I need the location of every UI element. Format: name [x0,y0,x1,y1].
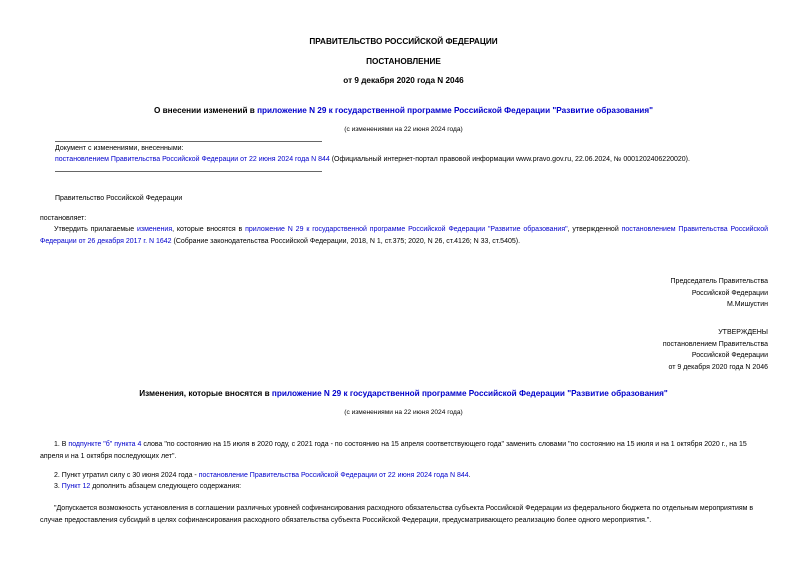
changes-revision-note: (с изменениями на 22 июня 2024 года) [344,409,463,416]
appendix-29-link-2[interactable]: приложение N 29 к государственной программе Российской Федерации "Развитие образования" [245,226,568,233]
approval-text-4: (Собрание законодательства Российской Федерации, 2018, N 1, ст.375; 2020, N 26, ст.4126; N 33, ст.5405). [171,237,521,245]
changes-box-bottom-rule [55,171,322,172]
signature-position: Председатель Правительства [670,278,768,285]
item-1 [40,439,768,462]
signature-block [671,276,768,311]
changes-box-source: (Официальный интернет-портал правовой информации www.pravo.gov.ru, 22.06.2024, № 0001202406220020). [329,156,690,163]
document-title [0,106,807,115]
changes-link[interactable]: изменения [136,226,173,233]
item-3-text-b: дополнить абзацем следующего содержания: [90,483,242,490]
revision-note: (с изменениями на 22 июня 2024 года) [344,126,463,133]
approved-by: постановлением Правительства [662,340,768,348]
item-2-text-a: 2. Пункт утратил силу с 30 июня 2024 года - [54,472,199,479]
amending-decree-link[interactable]: постановлением Правительства Российской Федерации от 22 июня 2024 года N 844 [55,156,330,163]
approval-text-2: , которые вносятся в [172,226,246,233]
decree-1642-link[interactable]: постановлением Правительства Российской Федерации от 26 декабря 2017 г. N 1642 [40,226,768,245]
changes-box-reference [55,156,775,163]
document-type-heading: ПОСТАНОВЛЕНИЕ [366,57,441,66]
signature-country: Российской Федерации [691,289,768,297]
government-label: Правительство Российской Федерации [55,195,183,202]
changes-title-prefix: Изменения, которые вносятся в [139,389,272,398]
approval-stamp-block [663,327,768,373]
item-3 [54,481,768,493]
government-heading: ПРАВИТЕЛЬСТВО РОССИЙСКОЙ ФЕДЕРАЦИИ [309,37,498,46]
approval-text-1: Утвердить прилагаемые [54,226,137,233]
paragraph-12-link[interactable]: Пункт 12 [61,483,91,490]
added-paragraph-quote: "Допускается возможность установления в соглашении различных уровней софинансирования расходного обязательства субъекта Российской Федерации из федерального бюджета по отдельным мероприятиям в случае предоставления субсидий в целях софинансирования расходного обязательства субъекта Российской Федерации, предусматривающего реализацию более одного мероприятия.". [40,505,754,524]
item-2-text-b: . [468,472,471,479]
document-date-number: от 9 декабря 2020 года N 2046 [343,76,464,85]
document-title-prefix: О внесении изменений в [154,106,258,115]
decrees-label: постановляет: [40,215,87,222]
changes-box-intro: Документ с изменениями, внесенными: [55,145,184,152]
changes-box-top-rule [55,141,322,142]
approved-country: Российской Федерации [691,352,768,359]
item-1-text-a: 1. В [54,441,69,448]
item-1-text-c: слова "по состоянию на 15 июля в 2020 году, с 2021 года - по состоянию на 15 апреля соответствующего года" заменить словами "по состоянию на 15 июля и на 1 октября 2020 г., на 15 апреля и на 1 октября последующих лет". [40,441,747,460]
item-3-text-a: 3. [54,483,62,490]
appendix-29-link-3[interactable]: приложение N 29 к государственной программе Российской Федерации "Развитие образования" [271,389,668,398]
approval-text-3: , утвержденной [567,226,622,233]
changes-title [0,389,807,398]
approved-date: от 9 декабря 2020 года N 2046 [668,363,768,371]
signature-name: М.Мишустин [726,301,768,308]
subparagraph-b-link[interactable]: подпункте "б" [68,441,113,448]
decree-844-link[interactable]: постановление Правительства Российской Федерации от 22 июня 2024 года N 844 [198,472,469,479]
approval-paragraph [40,224,768,247]
appendix-29-link[interactable]: приложение N 29 к государственной программе Российской Федерации "Развитие образования" [257,106,653,115]
item-2 [54,470,768,482]
paragraph-4-link[interactable]: пункта 4 [114,441,142,448]
approved-label: УТВЕРЖДЕНЫ [718,329,768,336]
